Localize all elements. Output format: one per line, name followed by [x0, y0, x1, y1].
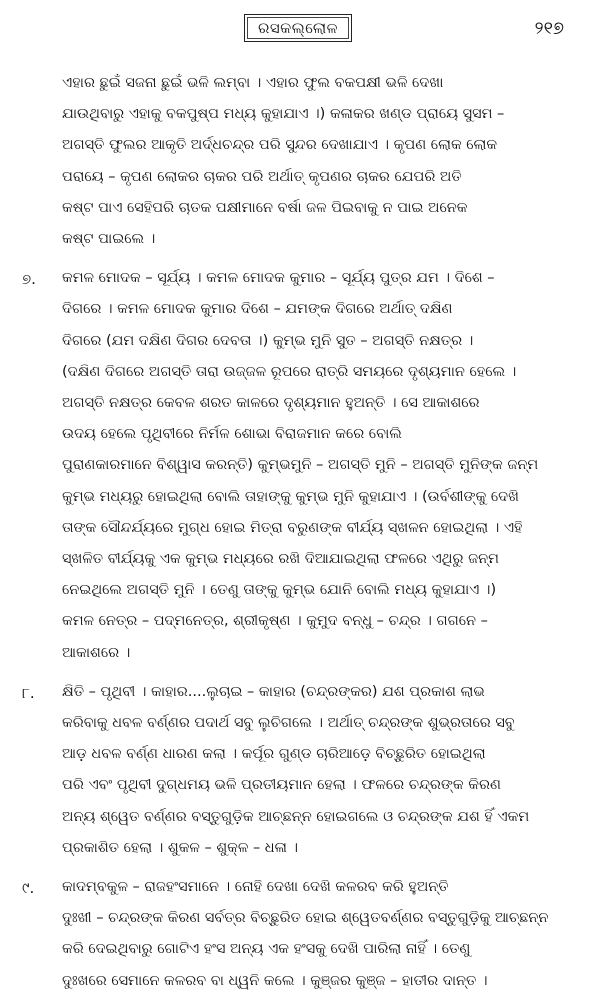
intro-paragraph	[62, 68, 582, 255]
text-line: ନେଇଥିଲେ ଅଗସ୍ତି ମୁନି । ତେଣୁ ତାଙ୍କୁ କୁମ୍ଭ ଯୋନି ବୋଲି ମଧ୍ୟ କୁହାଯାଏ ।)	[62, 582, 497, 599]
note-number: ୮.	[22, 683, 35, 702]
text-line: ଉଦୟ ହେଲେ ପୃଥିବୀରେ ନିର୍ମଳ ଶୋଭା ବିରାଜମାନ କରେ ବୋଲି	[62, 426, 402, 443]
page-number: ୨୧୭	[534, 18, 564, 39]
text-line: ଦିଗରେ (ଯମ ଦକ୍ଷିଣ ଦିଗର ଦେବତା ।) କୁମ୍ଭ ମୁନି ସୁତ – ଅଗସ୍ତି ନକ୍ଷତ୍ର ।	[62, 332, 474, 349]
text-line: ଦୁଃଖରେ ସେମାନେ କଳରବ ବା ଧ୍ୱନି କଲେ । କୁଞ୍ଜର କୁଞ୍ଜ – ହାତୀର ଦାନ୍ତ ।	[62, 972, 488, 989]
text-line: ଅଗସ୍ତି ନକ୍ଷତ୍ର କେବଳ ଶରତ କାଳରେ ଦୃଶ୍ୟମାନ ହୁଅନ୍ତି । ସେ ଆକାଶରେ	[62, 395, 480, 412]
text-line: ଦିଗରେ । କମଳ ମୋଦକ କୁମାର ଦିଶେ – ଯମଙ୍କ ଦିଗରେ ଅର୍ଥାତ୍ ଦକ୍ଷିଣ	[62, 301, 453, 318]
page-header	[0, 14, 600, 50]
text-line: ଆଡ଼ ଧବଳ ବର୍ଣ୍ଣ ଧାରଣ କଲା । କର୍ପୂର ଗୁଣ୍ଡ ଚାରିଆଡ଼େ ବିଚ୍ଛୁରିତ ହୋଇଥିଲା	[62, 746, 486, 763]
running-title: ରସକଲ୍ଲୋଳ	[244, 14, 352, 42]
note-item-8	[0, 677, 600, 864]
text-line: ଆକାଶରେ ।	[62, 644, 131, 661]
text-line: କ୍ଷିତି – ପୃଥିବୀ । କାହାର....ଲୁଚାଇ – କାହାର (ଚନ୍ଦ୍ରଙ୍କର) ଯଶ ପ୍ରକାଶ ଲାଭ	[62, 683, 485, 700]
text-line: ପରାୟେ – କୃପଣ ଲୋକର ଚାକର ପରି ଅର୍ଥାତ୍ କୃପଣର ଚାକର ଯେପରି ଅତି	[62, 168, 462, 185]
text-line: ପ୍ରକାଶିତ ହେଲା । ଶୁକଳ – ଶୁକ୍ଳ – ଧଳା ।	[62, 839, 299, 856]
text-line: କରି ଦେଇଥିବାରୁ ଗୋଟିଏ ହଂସ ଅନ୍ୟ ଏକ ହଂସକୁ ଦେଖି ପାରିଲା ନାହିଁ । ତେଣୁ	[62, 941, 471, 958]
text-line: ସ୍ଖଳିତ ବୀର୍ଯ୍ୟକୁ ଏକ କୁମ୍ଭ ମଧ୍ୟରେ ରଖି ଦିଆଯାଇଥିଲା ଫଳରେ ଏଥିରୁ ଜନ୍ମ	[62, 551, 499, 568]
text-line: କଷ୍ଟ ପାଏ ସେହିପରି ଚାତକ ପକ୍ଷୀମାନେ ବର୍ଷା ଜଳ ପିଇବାକୁ ନ ପାଇ ଅନେକ	[62, 199, 468, 216]
text-line: ଏହାର ଛୁଇଁ ସଜନା ଛୁଇଁ ଭଳି ଲମ୍ବା । ଏହାର ଫୁଲ ବକପକ୍ଷୀ ଭଳି ଦେଖା	[62, 75, 444, 91]
note-item-9	[0, 872, 600, 997]
text-line: (ଦକ୍ଷିଣ ଦିଗରେ ଅଗସ୍ତି ତାରା ଉଜ୍ଜଳ ରୂପରେ ରାତ୍ରି ସମୟରେ ଦୃଶ୍ୟମାନ ହେଲେ ।	[62, 363, 517, 380]
text-line: କାଦମ୍ବକୁଳ – ରାଜହଂସମାନେ । ନୋହି ଦେଖା ଦେଖି କଳରବ କରି ହୁଅନ୍ତି	[62, 879, 449, 896]
text-line: କମଳ ନେତ୍ର – ପଦ୍ମନେତ୍ର, ଶ୍ରୀକୃଷ୍ଣ । କୁମୁଦ ବନ୍ଧୁ – ଚନ୍ଦ୍ର । ଗଗନେ –	[62, 613, 488, 630]
note-number: ୯.	[22, 879, 35, 898]
text-line: ଅଗସ୍ତି ଫୁଲର ଆକୃତି ଅର୍ଦ୍ଧଚନ୍ଦ୍ର ପରି ସୁନ୍ଦର ଦେଖାଯାଏ । କୃପଣ ଲୋକ ଲୋକ	[62, 137, 498, 154]
text-line: କଷ୍ଟ ପାଇଲେ ।	[62, 231, 156, 248]
text-line: ତାଙ୍କ ସୌନ୍ଦର୍ଯ୍ୟରେ ମୁଗ୍ଧ ହୋଇ ମିତ୍ରା ବରୁଣଙ୍କ ବୀର୍ଯ୍ୟ ସ୍ଖଳନ ହୋଇଥିଲା । ଏହି	[62, 519, 523, 536]
text-line: କୁମ୍ଭ ମଧ୍ୟରୁ ହୋଇଥିଲା ବୋଲି ତାହାଙ୍କୁ କୁମ୍ଭ ମୁନି କୁହାଯାଏ । (ଉର୍ବଶୀଙ୍କୁ ଦେଖି	[62, 488, 519, 505]
page-body	[0, 68, 600, 997]
text-line: ପୁରାଣକାରମାନେ ବିଶ୍ୱାସ କରନ୍ତି) କୁମ୍ଭମୁନି – ଅଗସ୍ତି ମୁନି – ଅଗସ୍ତି ମୁନିଙ୍କ ଜନ୍ମ	[62, 457, 539, 474]
text-line: କମଳ ମୋଦକ – ସୂର୍ଯ୍ୟ । କମଳ ମୋଦକ କୁମାର – ସୂର୍ଯ୍ୟ ପୁତ୍ର ଯମ । ଦିଶେ –	[62, 270, 495, 287]
text-line: ପରି ଏବଂ ପୃଥିବୀ ଦୁଗ୍ଧମୟ ଭଳି ପ୍ରତୀୟମାନ ହେଲା । ଫଳରେ ଚନ୍ଦ୍ରଙ୍କ କିରଣ	[62, 777, 501, 794]
note-item-7	[0, 263, 600, 669]
text-line: ଅନ୍ୟ ଶ୍ୱେତ ବର୍ଣ୍ଣର ବସ୍ତୁଗୁଡ଼ିକ ଆଚ୍ଛନ୍ନ ହୋଇଗଲେ ଓ ଚନ୍ଦ୍ରଙ୍କ ଯଶ ହିଁ ଏକମ	[62, 808, 530, 825]
note-number: ୭.	[22, 270, 36, 289]
text-line: ଦୁଃଖୀ – ଚନ୍ଦ୍ରଙ୍କ କିରଣ ସର୍ବତ୍ର ବିଚ୍ଛୁରିତ ହୋଇ ଶ୍ୱେତବର୍ଣ୍ଣର ବସ୍ତୁଗୁଡ଼ିକୁ ଆଚ୍ଛନ୍ନ	[62, 910, 549, 927]
text-line: ଯାଉଥିବାରୁ ଏହାକୁ ବକପୁଷ୍ପ ମଧ୍ୟ କୁହାଯାଏ ।) କଳାକର ଖଣ୍ଡ ପ୍ରାୟେ ସୁସମ –	[62, 106, 505, 123]
text-line: କରିବାକୁ ଧବଳ ବର୍ଣ୍ଣର ପଦାର୍ଥ ସବୁ ଲୁଚିଗଲେ । ଅର୍ଥାତ୍ ଚନ୍ଦ୍ରଙ୍କ ଶୁଭ୍ରତାରେ ସବୁ	[62, 715, 515, 732]
